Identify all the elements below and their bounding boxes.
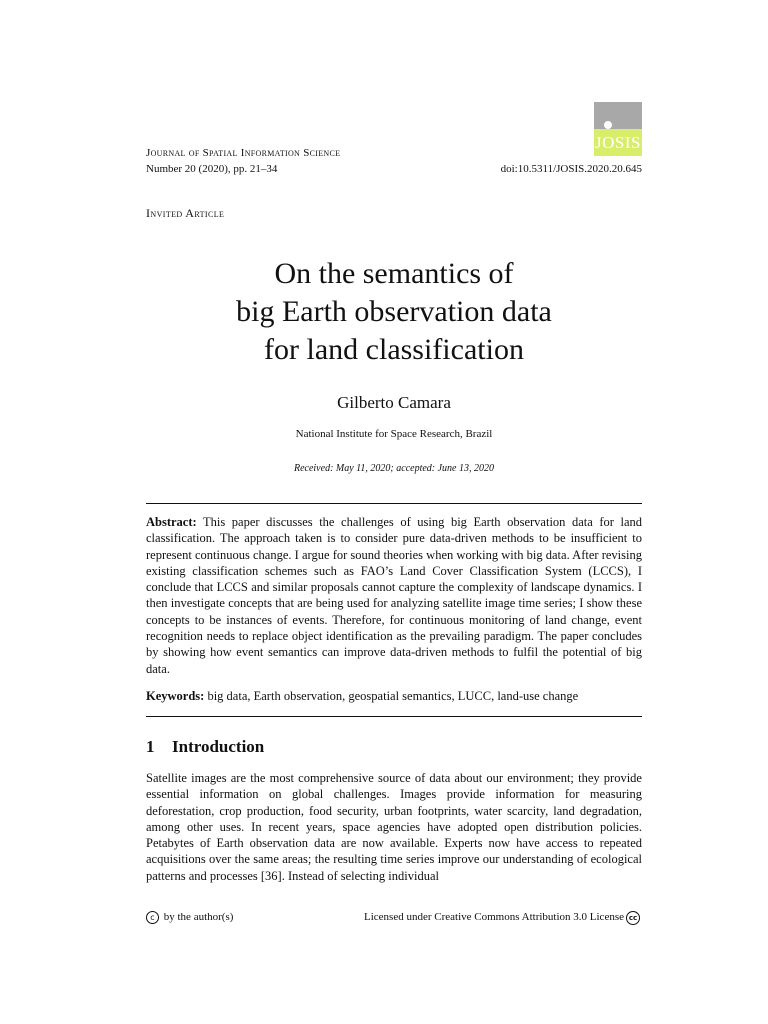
josis-logo: [594, 102, 642, 156]
abstract-text: This paper discusses the challenges of using big Earth observation data for land classification. The approach taken is to consider pure data-driven methods to be insufficient to represent continuous change. I argue for sound theories when working with big data. After revising existing classification schemes such as FAO’s Land Cover Classification System (LCCS), I conclude that LCCS and similar proposals cannot capture the complexity of landscape dynamics. I then investigate concepts that are being used for analyzing satellite image time series; I show these concepts to be instances of events. Therefore, for continuous monitoring of land change, event recognition needs to replace object identification as the prevailing paradigm. The paper concludes by showing how event semantics can improve data-driven methods to fulfil the potential of big data.: [146, 515, 643, 676]
affiliation: National Institute for Space Research, Brazil: [295, 428, 493, 440]
article-type: Invited Article: [146, 206, 225, 220]
copyright-icon: c: [146, 911, 159, 924]
copyright-text: by the author(s): [163, 911, 234, 924]
section-heading: [146, 737, 264, 757]
title-line: for land classification: [264, 333, 524, 366]
journal-name: Journal of Spatial Information Science: [146, 147, 341, 159]
abstract-label: Abstract:: [146, 515, 197, 529]
abstract-top-rule: [146, 503, 642, 504]
keywords-text: big data, Earth observation, geospatial semantics, LUCC, land-use change: [207, 689, 579, 703]
author: Gilberto Camara: [337, 393, 451, 412]
received-date: Received: May 11, 2020; accepted: June 13, 2020: [293, 463, 494, 474]
keywords-label: Keywords:: [146, 689, 205, 703]
keywords: [146, 688, 642, 704]
abstract: [146, 514, 642, 677]
section-number: 1: [146, 737, 155, 756]
creative-commons-icon[interactable]: cc: [626, 911, 640, 925]
abstract-bottom-rule: [146, 716, 642, 717]
logo-text: JOSIS: [595, 133, 641, 152]
license-text: Licensed under Creative Commons Attribution 3.0 License: [364, 911, 624, 923]
title-line: big Earth observation data: [236, 295, 552, 328]
paper-title: [146, 255, 642, 369]
title-line: On the semantics of: [274, 257, 514, 290]
doi[interactable]: doi:10.5311/JOSIS.2020.20.645: [500, 163, 642, 175]
logo-dot: [604, 121, 612, 129]
section-body: Satellite images are the most comprehensive source of data about our environment; they provide essential information on global challenges. Images provide information for measuring deforestation, crop production, food security, urban footprints, water scarcity, land degradation, among other uses. In recent years, space agencies have adopted open distribution policies. Petabytes of Earth observation data are now available. Experts now have access to repeated acquisitions over the same areas; the resulting time series improve our understanding of ecological patterns and processes [36]. Instead of selecting individual: [146, 771, 642, 883]
issue-info: Number 20 (2020), pp. 21–34: [146, 163, 278, 175]
section-title: Introduction: [172, 737, 265, 756]
copyright: [146, 911, 233, 924]
